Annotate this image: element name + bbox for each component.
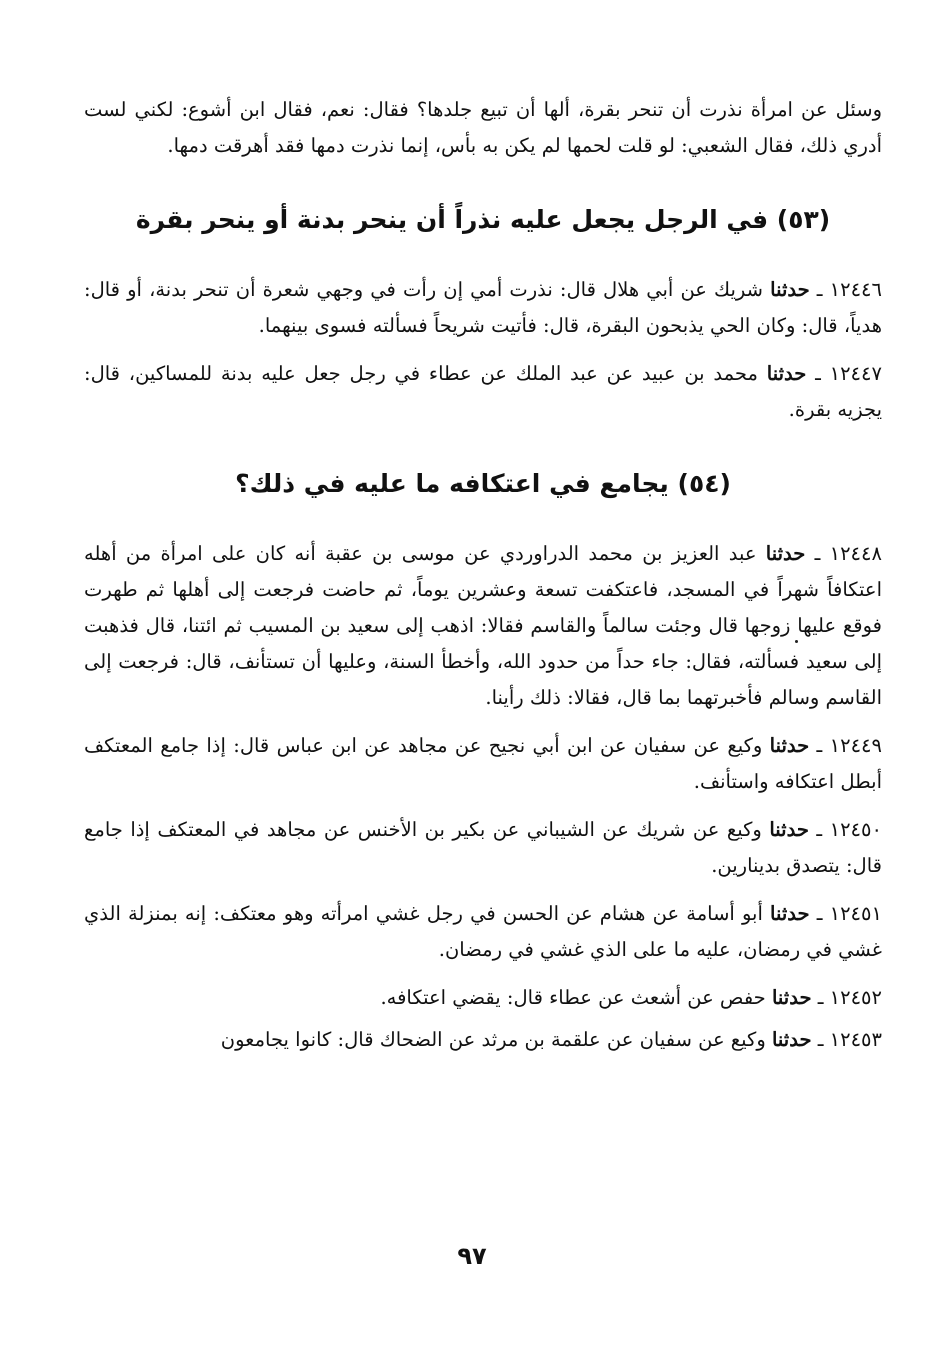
hadith-opening: حدثنا — [771, 1028, 812, 1051]
hadith-separator: ـ — [808, 818, 830, 841]
hadith-opening: حدثنا — [765, 542, 806, 565]
hadith-text: محمد بن عبيد عن عبد الملك عن عطاء في رجل جعل عليه بدنة للمساكين، قال: يجزيه بقرة. — [84, 362, 882, 421]
hadith-separator: ـ — [806, 362, 830, 385]
hadith-text: وكيع عن شريك عن الشيباني عن بكير بن الأخنس عن مجاهد في المعتكف إذا جامع قال: يتصدق بدينارين. — [84, 818, 882, 877]
hadith-12448 — [84, 536, 882, 716]
hadith-separator: ـ — [811, 986, 830, 1009]
hadith-opening: حدثنا — [769, 818, 809, 841]
hadith-number: ١٢٤٥٠ — [829, 818, 882, 841]
hadith-opening: حدثنا — [766, 362, 807, 385]
hadith-separator: ـ — [805, 542, 830, 565]
hadith-number: ١٢٤٥١ — [829, 902, 882, 925]
hadith-separator: ـ — [809, 734, 830, 757]
hadith-12453 — [84, 1022, 882, 1058]
hadith-text: شريك عن أبي هلال قال: نذرت أمي إن رأت في وجهي شعرة أن تنحر بدنة، أو قال: هدياً، قال: وكان الحي يذبحون البقرة، قال: فأتيت شريحاً فسألته فسوى بينهما. — [84, 278, 882, 337]
hadith-number: ١٢٤٥٣ — [829, 1028, 882, 1051]
section-53-title: (٥٣) في الرجل يجعل عليه نذراً أن ينحر بدنة أو ينحر بقرة — [135, 205, 831, 234]
hadith-number: ١٢٤٤٩ — [829, 734, 882, 757]
hadith-text: عبد العزيز بن محمد الدراوردي عن موسى بن عقبة أنه كان على امرأة من أهله اعتكافاً شهراً في المسجد، فاعتكفت تسعة وعشرين يوماً، ثم حاضت فرجعت إلى أهلها ثم طهرت فوقع عليها زوجها قال وجئت سالماً والقاسم فقالا: اذهب إلى سعيد بن المسيب ثم ائتنا، قال فذهبت إلى سعيد فسألته، فقال: جاء حداً من حدود الله، وأخطأ السنة، وعليها أن تستأنف، قال: فرجعت إلى القاسم وسالم فأخبرتهما بما قال، فقالا: ذلك رأينا. — [84, 542, 882, 709]
hadith-12446 — [84, 272, 882, 344]
hadith-separator: ـ — [811, 1028, 830, 1051]
hadith-12447 — [84, 356, 882, 428]
hadith-text: حفص عن أشعث عن عطاء قال: يقضي اعتكافه. — [380, 986, 772, 1009]
hadith-number: ١٢٤٤٦ — [829, 278, 882, 301]
section-54-title: (٥٤) يجامع في اعتكافه ما عليه في ذلك؟ — [235, 469, 731, 498]
hadith-opening: حدثنا — [770, 902, 810, 925]
page-number: ٩٧ — [457, 1242, 487, 1270]
hadith-opening: حدثنا — [770, 278, 810, 301]
page-body — [84, 92, 882, 1070]
hadith-text: وكيع عن سفيان عن علقمة بن مرثد عن الضحاك قال: كانوا يجامعون — [220, 1028, 772, 1051]
hadith-12450 — [84, 812, 882, 884]
hadith-number: ١٢٤٥٢ — [829, 986, 882, 1009]
hadith-opening: حدثنا — [771, 986, 812, 1009]
hadith-12452 — [84, 980, 882, 1016]
hadith-number: ١٢٤٤٨ — [829, 542, 882, 565]
hadith-separator: ـ — [809, 902, 830, 925]
hadith-opening: حدثنا — [769, 734, 810, 757]
hadith-separator: ـ — [809, 278, 830, 301]
hadith-12449 — [84, 728, 882, 800]
hadith-text: وكيع عن سفيان عن ابن أبي نجيح عن مجاهد عن ابن عباس قال: إذا جامع المعتكف أبطل اعتكافه واستأنف. — [84, 734, 882, 793]
hadith-12451 — [84, 896, 882, 968]
print-speck — [795, 640, 798, 643]
hadith-text: أبو أسامة عن هشام عن الحسن في رجل غشي امرأته وهو معتكف: إنه بمنزلة الذي غشي في رمضان، عليه ما على الذي غشي في رمضان. — [84, 902, 882, 961]
hadith-number: ١٢٤٤٧ — [829, 362, 882, 385]
intro-paragraph: وسئل عن امرأة نذرت أن تنحر بقرة، ألها أن تبيع جلدها؟ فقال: نعم، فقال ابن أشوع: لكني لست أدري ذلك، فقال الشعبي: لو قلت لحمها لم يكن به بأس، إنما نذرت دمها فقد أهرقت دمها. — [84, 98, 882, 157]
